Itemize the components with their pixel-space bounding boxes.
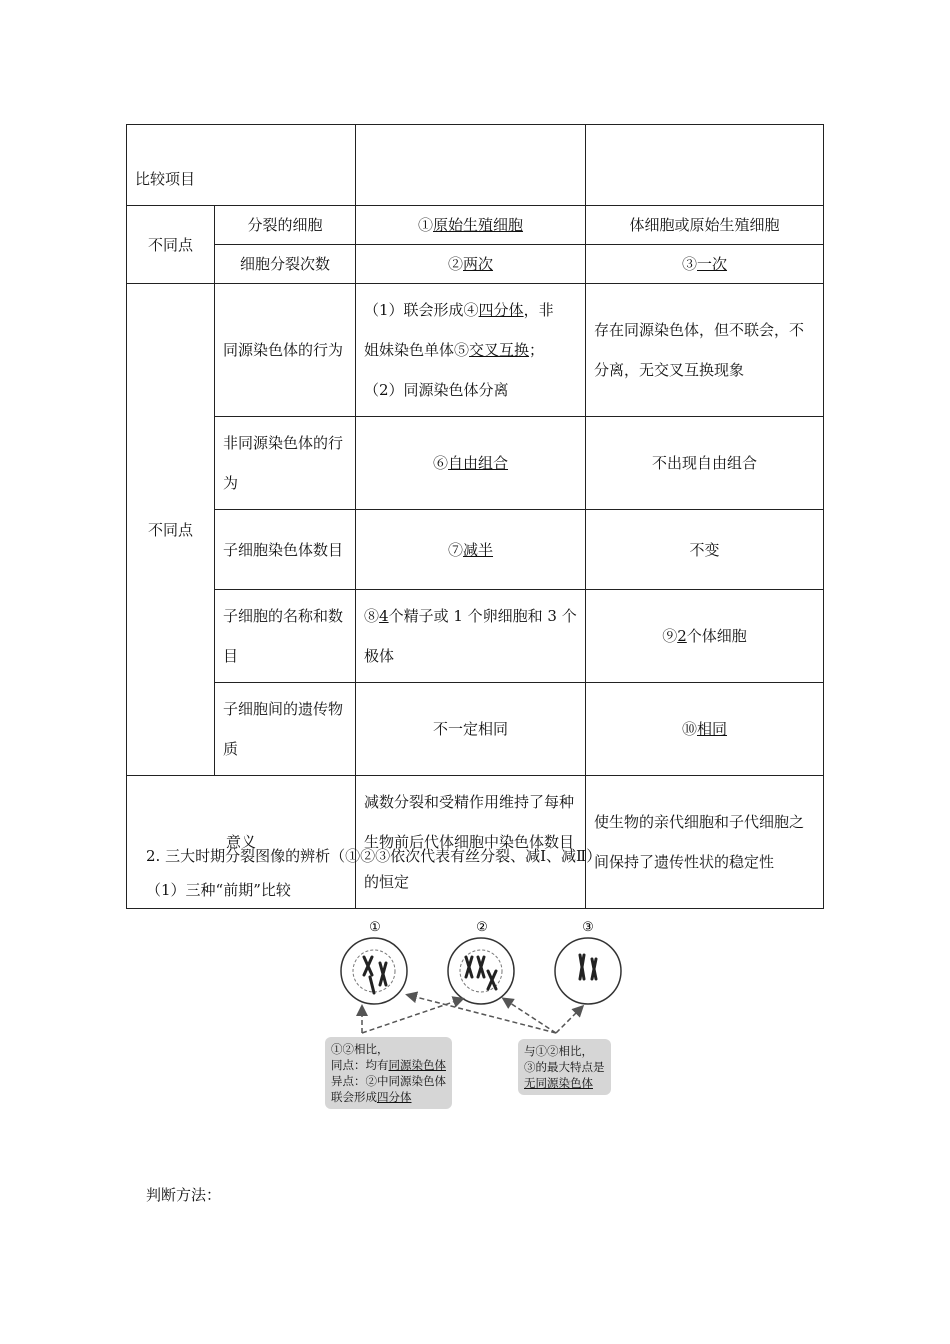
cell-label-1: ①	[369, 920, 381, 935]
cell-3	[555, 938, 621, 1004]
cell-value: ⑧4个精子或 1 个卵细胞和 3 个极体	[356, 590, 586, 683]
method-label: 判断方法：	[146, 1186, 222, 1204]
right-annotation: 与①②相比， ③的最大特点是 无同源染色体	[518, 1039, 611, 1095]
cell-value: ②两次	[356, 245, 586, 284]
cell-value: 存在同源染色体，但不联会，不分离，无交叉互换现象	[586, 284, 824, 417]
row-item: 子细胞间的遗传物质	[215, 683, 356, 776]
row-item: 子细胞染色体数目	[215, 510, 356, 590]
chromosomes-1	[364, 957, 386, 993]
cell-value: 使生物的亲代细胞和子代细胞之间保持了遗传性状的稳定性	[586, 776, 824, 909]
cell-label-2: ②	[476, 920, 488, 935]
row-item: 非同源染色体的行为	[215, 417, 356, 510]
cell-value: 不出现自由组合	[586, 417, 824, 510]
subsection-heading: （1）三种“前期”比较	[146, 881, 291, 899]
cell-value: ①原始生殖细胞	[356, 206, 586, 245]
cell-value: ⑨2个体细胞	[586, 590, 824, 683]
row-item: 子细胞的名称和数目	[215, 590, 356, 683]
group-label-1: 不同点	[127, 206, 215, 284]
row-item: 意义	[127, 776, 356, 909]
row-item: 分裂的细胞	[215, 206, 356, 245]
cell-value: 不一定相同	[356, 683, 586, 776]
cell-value: 体细胞或原始生殖细胞	[586, 206, 824, 245]
prophase-comparison-figure	[320, 915, 630, 1119]
chromosomes-3	[580, 955, 596, 979]
left-annotation: ①②相比， 同点：均有同源染色体 异点：②中同源染色体 联会形成四分体	[325, 1037, 452, 1109]
cell-value: ③一次	[586, 245, 824, 284]
cell-value: 减数分裂和受精作用维持了每种生物前后代体细胞中染色体数目的恒定	[356, 776, 586, 909]
header-col-mitosis	[586, 125, 824, 206]
row-item: 同源染色体的行为	[215, 284, 356, 417]
nucleus-1	[353, 950, 395, 992]
header-label: 比较项目	[127, 125, 356, 206]
cell-value: ⑥自由组合	[356, 417, 586, 510]
section-2-heading: 2. 三大时期分裂图像的辨析（①②③依次代表有丝分裂、减Ⅰ、减Ⅱ）	[146, 847, 602, 865]
cell-value: ⑩相同	[586, 683, 824, 776]
group-label-2: 不同点	[127, 284, 215, 776]
cell-value: （1）联会形成④四分体，非 姐妹染色单体⑤交叉互换； （2）同源染色体分离	[356, 284, 586, 417]
arrows	[362, 995, 582, 1033]
header-col-meiosis	[356, 125, 586, 206]
row-item: 细胞分裂次数	[215, 245, 356, 284]
cell-label-3: ③	[582, 920, 594, 935]
cell-value: ⑦减半	[356, 510, 586, 590]
chromosomes-2	[466, 957, 496, 989]
comparison-table	[126, 124, 824, 909]
cell-value: 不变	[586, 510, 824, 590]
